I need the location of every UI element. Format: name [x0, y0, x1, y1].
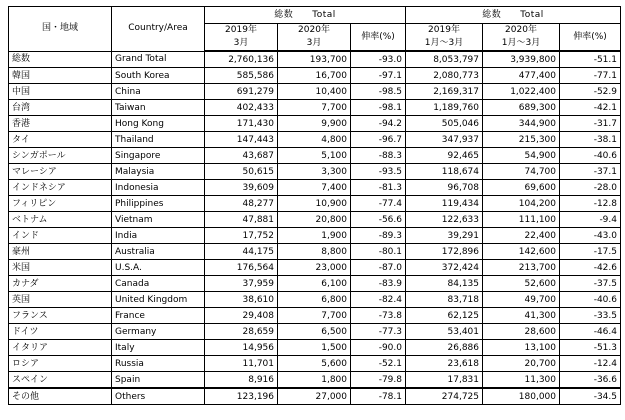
- cell-2020-q1: 142,600: [483, 244, 560, 260]
- table-row: [9, 84, 621, 100]
- cell-growth-rate-monthly: -80.1: [351, 244, 406, 260]
- table-row: [9, 212, 621, 228]
- cell-region-jp: その他: [9, 388, 112, 405]
- cell-2020-march: 6,800: [278, 292, 351, 308]
- cell-2019-q1: 2,080,773: [406, 68, 483, 84]
- cell-2020-q1: 13,100: [483, 340, 560, 356]
- cell-2020-march: 6,500: [278, 324, 351, 340]
- cell-growth-rate-quarterly: -17.5: [560, 244, 621, 260]
- cell-region-jp: 香港: [9, 116, 112, 132]
- cell-2020-q1: 1,022,400: [483, 84, 560, 100]
- cell-growth-rate-quarterly: -12.8: [560, 196, 621, 212]
- cell-growth-rate-quarterly: -33.5: [560, 308, 621, 324]
- cell-2020-march: 7,700: [278, 308, 351, 324]
- cell-2020-q1: 104,200: [483, 196, 560, 212]
- cell-region-jp: 中国: [9, 84, 112, 100]
- table-body: [9, 51, 621, 405]
- cell-growth-rate-monthly: -56.6: [351, 212, 406, 228]
- header-2020-q1: [483, 24, 560, 52]
- cell-region-jp: インドネシア: [9, 180, 112, 196]
- cell-growth-rate-monthly: -77.3: [351, 324, 406, 340]
- cell-country-en: Thailand: [112, 132, 205, 148]
- cell-growth-rate-monthly: -78.1: [351, 388, 406, 405]
- cell-2019-q1: 26,886: [406, 340, 483, 356]
- cell-2020-q1: 477,400: [483, 68, 560, 84]
- cell-2020-q1: 69,600: [483, 180, 560, 196]
- cell-2020-q1: 111,100: [483, 212, 560, 228]
- cell-growth-rate-quarterly: -9.4: [560, 212, 621, 228]
- cell-country-en: France: [112, 308, 205, 324]
- cell-growth-rate-monthly: -81.3: [351, 180, 406, 196]
- cell-country-en: Others: [112, 388, 205, 405]
- cell-2019-march: 50,615: [205, 164, 278, 180]
- cell-region-jp: 台湾: [9, 100, 112, 116]
- cell-growth-rate-quarterly: -34.5: [560, 388, 621, 405]
- cell-growth-rate-monthly: -90.0: [351, 340, 406, 356]
- table-row: [9, 164, 621, 180]
- cell-growth-rate-quarterly: -42.1: [560, 100, 621, 116]
- cell-growth-rate-quarterly: -12.4: [560, 356, 621, 372]
- cell-region-jp: カナダ: [9, 276, 112, 292]
- cell-2020-q1: 213,700: [483, 260, 560, 276]
- table-row: [9, 388, 621, 405]
- cell-2020-march: 5,600: [278, 356, 351, 372]
- cell-growth-rate-monthly: -93.0: [351, 51, 406, 68]
- cell-2020-march: 10,900: [278, 196, 351, 212]
- cell-country-en: Russia: [112, 356, 205, 372]
- cell-2020-q1: 52,600: [483, 276, 560, 292]
- table-row: [9, 180, 621, 196]
- cell-growth-rate-monthly: -94.2: [351, 116, 406, 132]
- cell-2019-q1: 172,896: [406, 244, 483, 260]
- cell-growth-rate-quarterly: -38.1: [560, 132, 621, 148]
- cell-2019-q1: 23,618: [406, 356, 483, 372]
- table-row: [9, 116, 621, 132]
- table-row: [9, 68, 621, 84]
- header-country-en: Country/Area: [112, 7, 205, 52]
- cell-2019-march: 176,564: [205, 260, 278, 276]
- cell-country-en: Grand Total: [112, 51, 205, 68]
- cell-2020-march: 10,400: [278, 84, 351, 100]
- cell-2020-march: 6,100: [278, 276, 351, 292]
- cell-2020-q1: 215,300: [483, 132, 560, 148]
- cell-growth-rate-monthly: -52.1: [351, 356, 406, 372]
- cell-country-en: Hong Kong: [112, 116, 205, 132]
- statistics-table-wrapper: [8, 6, 621, 405]
- header-growth-rate-quarterly: 伸率(%): [560, 24, 621, 52]
- cell-region-jp: 豪州: [9, 244, 112, 260]
- cell-growth-rate-monthly: -73.8: [351, 308, 406, 324]
- cell-growth-rate-monthly: -83.9: [351, 276, 406, 292]
- cell-growth-rate-monthly: -98.1: [351, 100, 406, 116]
- cell-growth-rate-monthly: -93.5: [351, 164, 406, 180]
- table-header: [9, 7, 621, 52]
- cell-region-jp: ドイツ: [9, 324, 112, 340]
- cell-2019-march: 171,430: [205, 116, 278, 132]
- cell-growth-rate-quarterly: -51.1: [560, 51, 621, 68]
- cell-2019-march: 2,760,136: [205, 51, 278, 68]
- cell-country-en: Indonesia: [112, 180, 205, 196]
- cell-2019-march: 147,443: [205, 132, 278, 148]
- cell-2019-march: 37,959: [205, 276, 278, 292]
- cell-2019-q1: 119,434: [406, 196, 483, 212]
- cell-2020-q1: 180,000: [483, 388, 560, 405]
- header-2020-q1-range: 1月～3月: [501, 38, 541, 48]
- visitor-arrivals-table: [8, 6, 621, 405]
- header-growth-rate-monthly: 伸率(%): [351, 24, 406, 52]
- cell-2020-q1: 28,600: [483, 324, 560, 340]
- cell-2019-march: 17,752: [205, 228, 278, 244]
- cell-country-en: South Korea: [112, 68, 205, 84]
- cell-country-en: Canada: [112, 276, 205, 292]
- cell-2019-q1: 122,633: [406, 212, 483, 228]
- cell-2019-q1: 8,053,797: [406, 51, 483, 68]
- cell-country-en: Vietnam: [112, 212, 205, 228]
- cell-growth-rate-quarterly: -43.0: [560, 228, 621, 244]
- cell-growth-rate-quarterly: -37.5: [560, 276, 621, 292]
- cell-growth-rate-quarterly: -46.4: [560, 324, 621, 340]
- cell-2020-march: 8,800: [278, 244, 351, 260]
- cell-region-jp: ロシア: [9, 356, 112, 372]
- cell-2020-march: 20,800: [278, 212, 351, 228]
- cell-2019-march: 28,659: [205, 324, 278, 340]
- header-2020-march-year: 2020年: [298, 25, 330, 35]
- cell-region-jp: スペイン: [9, 372, 112, 389]
- cell-2019-q1: 96,708: [406, 180, 483, 196]
- cell-country-en: Germany: [112, 324, 205, 340]
- cell-2019-q1: 62,125: [406, 308, 483, 324]
- cell-2020-march: 1,900: [278, 228, 351, 244]
- cell-growth-rate-monthly: -82.4: [351, 292, 406, 308]
- cell-growth-rate-quarterly: -40.6: [560, 148, 621, 164]
- cell-2020-q1: 689,300: [483, 100, 560, 116]
- cell-growth-rate-monthly: -89.3: [351, 228, 406, 244]
- table-row: [9, 260, 621, 276]
- header-2019-march-year: 2019年: [225, 25, 257, 35]
- cell-country-en: Italy: [112, 340, 205, 356]
- cell-growth-rate-monthly: -79.8: [351, 372, 406, 389]
- cell-region-jp: シンガポール: [9, 148, 112, 164]
- cell-2020-q1: 74,700: [483, 164, 560, 180]
- cell-2019-q1: 372,424: [406, 260, 483, 276]
- cell-2020-q1: 22,400: [483, 228, 560, 244]
- cell-growth-rate-quarterly: -31.7: [560, 116, 621, 132]
- header-total-monthly: 総数 Total: [205, 7, 406, 24]
- header-2020-march: [278, 24, 351, 52]
- cell-2019-q1: 505,046: [406, 116, 483, 132]
- header-region-jp: 国・地域: [9, 7, 112, 52]
- cell-2019-march: 402,433: [205, 100, 278, 116]
- cell-growth-rate-quarterly: -36.6: [560, 372, 621, 389]
- table-row: [9, 244, 621, 260]
- cell-2019-q1: 53,401: [406, 324, 483, 340]
- header-2019-q1: [406, 24, 483, 52]
- cell-2020-q1: 11,300: [483, 372, 560, 389]
- cell-2020-march: 9,900: [278, 116, 351, 132]
- table-row: [9, 196, 621, 212]
- cell-country-en: U.S.A.: [112, 260, 205, 276]
- cell-2019-q1: 274,725: [406, 388, 483, 405]
- cell-country-en: Malaysia: [112, 164, 205, 180]
- cell-2019-march: 29,408: [205, 308, 278, 324]
- cell-country-en: Singapore: [112, 148, 205, 164]
- cell-region-jp: フィリピン: [9, 196, 112, 212]
- table-row: [9, 100, 621, 116]
- cell-growth-rate-monthly: -87.0: [351, 260, 406, 276]
- cell-2019-q1: 39,291: [406, 228, 483, 244]
- cell-growth-rate-monthly: -88.3: [351, 148, 406, 164]
- header-2019-q1-range: 1月～3月: [424, 38, 464, 48]
- cell-2020-q1: 344,900: [483, 116, 560, 132]
- cell-2020-q1: 49,700: [483, 292, 560, 308]
- table-row: [9, 148, 621, 164]
- cell-2020-march: 27,000: [278, 388, 351, 405]
- cell-region-jp: イタリア: [9, 340, 112, 356]
- header-2019-q1-year: 2019年: [428, 25, 460, 35]
- cell-region-jp: 韓国: [9, 68, 112, 84]
- cell-country-en: China: [112, 84, 205, 100]
- cell-2020-march: 3,300: [278, 164, 351, 180]
- cell-2019-march: 14,956: [205, 340, 278, 356]
- cell-region-jp: 英国: [9, 292, 112, 308]
- cell-2019-march: 11,701: [205, 356, 278, 372]
- cell-growth-rate-quarterly: -40.6: [560, 292, 621, 308]
- header-2020-q1-year: 2020年: [505, 25, 537, 35]
- cell-growth-rate-quarterly: -77.1: [560, 68, 621, 84]
- cell-2020-march: 1,500: [278, 340, 351, 356]
- header-total-quarterly: 総数 Total: [406, 7, 621, 24]
- cell-region-jp: ベトナム: [9, 212, 112, 228]
- cell-2020-march: 7,400: [278, 180, 351, 196]
- cell-2020-march: 193,700: [278, 51, 351, 68]
- header-2019-march-month: 3月: [233, 38, 249, 48]
- cell-country-en: Taiwan: [112, 100, 205, 116]
- cell-2019-q1: 92,465: [406, 148, 483, 164]
- cell-2020-q1: 41,300: [483, 308, 560, 324]
- cell-2019-march: 39,609: [205, 180, 278, 196]
- cell-2020-q1: 54,900: [483, 148, 560, 164]
- cell-2019-march: 38,610: [205, 292, 278, 308]
- cell-region-jp: タイ: [9, 132, 112, 148]
- cell-growth-rate-monthly: -96.7: [351, 132, 406, 148]
- header-2019-march: [205, 24, 278, 52]
- cell-2019-march: 47,881: [205, 212, 278, 228]
- cell-2019-march: 44,175: [205, 244, 278, 260]
- cell-growth-rate-monthly: -97.1: [351, 68, 406, 84]
- cell-country-en: Australia: [112, 244, 205, 260]
- cell-2020-q1: 20,700: [483, 356, 560, 372]
- cell-growth-rate-quarterly: -28.0: [560, 180, 621, 196]
- cell-2020-march: 1,800: [278, 372, 351, 389]
- cell-2019-march: 691,279: [205, 84, 278, 100]
- cell-region-jp: 総数: [9, 51, 112, 68]
- cell-2019-q1: 1,189,760: [406, 100, 483, 116]
- table-row: [9, 356, 621, 372]
- header-2020-march-month: 3月: [306, 38, 322, 48]
- cell-2020-q1: 3,939,800: [483, 51, 560, 68]
- cell-country-en: India: [112, 228, 205, 244]
- cell-growth-rate-monthly: -77.4: [351, 196, 406, 212]
- cell-country-en: United Kingdom: [112, 292, 205, 308]
- cell-region-jp: 米国: [9, 260, 112, 276]
- table-row: [9, 276, 621, 292]
- cell-region-jp: インド: [9, 228, 112, 244]
- cell-2019-q1: 347,937: [406, 132, 483, 148]
- table-row: [9, 228, 621, 244]
- cell-2019-q1: 84,135: [406, 276, 483, 292]
- cell-2020-march: 4,800: [278, 132, 351, 148]
- cell-2019-q1: 17,831: [406, 372, 483, 389]
- cell-country-en: Spain: [112, 372, 205, 389]
- cell-2020-march: 16,700: [278, 68, 351, 84]
- cell-2019-march: 8,916: [205, 372, 278, 389]
- table-row: [9, 340, 621, 356]
- table-row: [9, 51, 621, 68]
- cell-growth-rate-quarterly: -51.3: [560, 340, 621, 356]
- cell-growth-rate-quarterly: -52.9: [560, 84, 621, 100]
- cell-country-en: Philippines: [112, 196, 205, 212]
- table-row: [9, 132, 621, 148]
- table-row: [9, 308, 621, 324]
- cell-2019-march: 43,687: [205, 148, 278, 164]
- cell-2020-march: 7,700: [278, 100, 351, 116]
- cell-2019-q1: 118,674: [406, 164, 483, 180]
- table-row: [9, 372, 621, 389]
- cell-growth-rate-quarterly: -42.6: [560, 260, 621, 276]
- cell-growth-rate-quarterly: -37.1: [560, 164, 621, 180]
- table-row: [9, 324, 621, 340]
- cell-2020-march: 5,100: [278, 148, 351, 164]
- cell-2019-q1: 83,718: [406, 292, 483, 308]
- cell-2019-march: 123,196: [205, 388, 278, 405]
- cell-2019-march: 48,277: [205, 196, 278, 212]
- cell-region-jp: フランス: [9, 308, 112, 324]
- table-row: [9, 292, 621, 308]
- cell-2020-march: 23,000: [278, 260, 351, 276]
- cell-2019-q1: 2,169,317: [406, 84, 483, 100]
- cell-growth-rate-monthly: -98.5: [351, 84, 406, 100]
- cell-region-jp: マレーシア: [9, 164, 112, 180]
- cell-2019-march: 585,586: [205, 68, 278, 84]
